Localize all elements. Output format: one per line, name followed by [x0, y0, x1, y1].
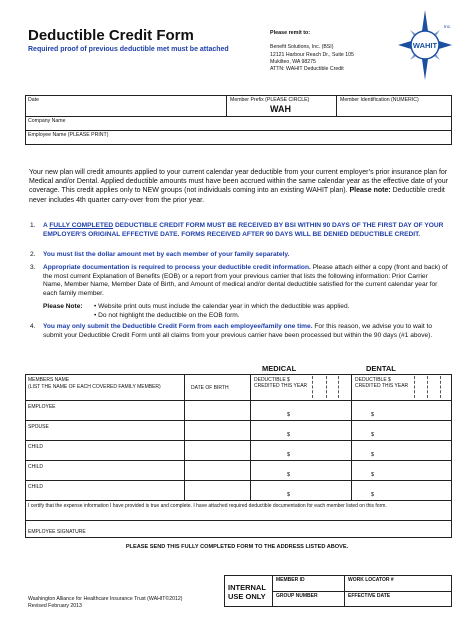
- remit-label: Please remit to:: [270, 30, 311, 36]
- internal-use-label: INTERNAL USE ONLY: [228, 583, 266, 601]
- remit-line: ATTN: WAHIT Deductible Credit: [270, 66, 344, 73]
- medical-deductible-header: DEDUCTIBLE $ CREDITED THIS YEAR: [254, 377, 308, 389]
- logo-text: WAHIT: [412, 41, 438, 50]
- internal-group-number: GROUP NUMBER: [276, 593, 318, 599]
- medical-header: MEDICAL: [262, 364, 297, 373]
- wahit-logo: [396, 8, 454, 82]
- note-bullet-1: • Website print outs must include the calendar year in which the deductible was applied.: [94, 303, 350, 310]
- medical-dollar-cell[interactable]: $: [287, 472, 291, 478]
- certification-text: I certify that the expense information I have provided is true and complete. I have attached required deductible documentation for each member listed on this form.: [28, 503, 387, 509]
- employee-signature-field[interactable]: EMPLOYEE SIGNATURE: [28, 529, 86, 535]
- item-1: A FULLY COMPLETED DEDUCTIBLE CREDIT FORM MUST BE RECEIVED BY BSI WITHIN 90 DAYS OF THE FIRST DAY OF YOUR EMPLOYER’S ORIGINAL EFFECTIVE DATE. FORMS RECEIVED AFTER 90 DAYS WILL BE DENIED DEDUCTIBLE CREDIT.: [43, 222, 444, 238]
- logo-small-text: Inc.: [444, 24, 452, 29]
- item-2: You must list the dollar amount met by each member of your family separately.: [43, 251, 290, 258]
- revised-date: Revised February 2013: [28, 603, 82, 609]
- remit-address: [270, 30, 354, 73]
- item-4-rest: For this reason, we advise you to wait to submit your Deductible Credit Form until all claims from your previous carrier have been processed but within the 90 days (#1 above).: [43, 323, 433, 339]
- medical-dollar-cell[interactable]: $: [287, 492, 291, 498]
- send-instructions: PLEASE SEND THIS FULLY COMPLETED FORM TO THE ADDRESS LISTED ABOVE.: [125, 544, 349, 550]
- members-name-subheader: (LIST THE NAME OF EACH COVERED FAMILY MEMBER): [28, 384, 161, 390]
- internal-effective-date: EFFECTIVE DATE: [348, 593, 391, 599]
- dental-deductible-header: DEDUCTIBLE $ CREDITED THIS YEAR: [355, 377, 409, 389]
- member-id-field[interactable]: Member Identification (NUMERIC): [340, 97, 419, 103]
- internal-member-id: MEMBER ID: [276, 577, 305, 583]
- members-name-header: MEMBERS NAME: [28, 377, 70, 383]
- item-4-bold: You may only submit the Deductible Credit Form from each employee/family one time.: [43, 323, 313, 330]
- deductible-table: [25, 374, 452, 538]
- date-field[interactable]: Date: [28, 97, 39, 103]
- row-label-child: CHILD: [28, 464, 44, 470]
- dental-dollar-cell[interactable]: $: [371, 412, 375, 418]
- medical-dollar-cell[interactable]: $: [287, 432, 291, 438]
- medical-dollar-cell[interactable]: $: [287, 452, 291, 458]
- fully-completed-text: FULLY COMPLETED: [49, 222, 114, 229]
- intro-paragraph: [29, 168, 449, 205]
- row-label-spouse: SPOUSE: [28, 424, 49, 430]
- employee-name-field[interactable]: Employee Name (PLEASE PRINT): [28, 132, 109, 138]
- intro-note-text: Deductible credit never includes 4th quarter carry-over from the prior year.: [29, 187, 445, 204]
- medical-dollar-cell[interactable]: $: [287, 412, 291, 418]
- remit-line: Mukilteo, WA 98275: [270, 58, 316, 65]
- remit-line: Benefit Solutions, Inc. (BSI): [270, 44, 334, 51]
- company-name-field[interactable]: Company Name: [28, 118, 66, 124]
- row-label-child: CHILD: [28, 444, 44, 450]
- member-prefix-value[interactable]: WAH: [270, 104, 291, 114]
- form-subtitle: Required proof of previous deductible met must be attached: [28, 46, 229, 53]
- dental-dollar-cell[interactable]: $: [371, 472, 375, 478]
- dob-header: DATE OF BIRTH: [191, 385, 229, 391]
- dental-dollar-cell[interactable]: $: [371, 452, 375, 458]
- note-bullet-2: • Do not highlight the deductible on the EOB form.: [94, 312, 240, 319]
- dental-dollar-cell[interactable]: $: [371, 492, 375, 498]
- item-number: 3.: [30, 264, 36, 271]
- item-3-bold: Appropriate documentation is required to process your deductible credit information.: [43, 264, 311, 271]
- item-3: [43, 264, 448, 298]
- item-3-rest: Please attach either a copy (front and back) of the most current Explanation of Benefits (EOB) or a report from your previous carrier that lists the following information: Prior Carrier Name, Member Name, Member Date of Birth, and Amount of medical and/or dental deductible satisfied for the current calendar year for each family member.: [43, 264, 448, 297]
- item-4: [43, 323, 448, 340]
- row-label-employee: EMPLOYEE: [28, 404, 56, 410]
- member-prefix-label: Member Prefix (PLEASE CIRCLE): [230, 97, 310, 103]
- intro-text: Your new plan will credit amounts applied to your current calendar year deductible from your current employer’s prior insurance plan for Medical and/or Dental. Applied deductible amounts must have been accrued within the same calendar year as the effective date of your coverage. This credit applies only to NEW groups (not individuals coming into an existing WAHIT plan).: [29, 169, 448, 195]
- internal-work-locator: WORK LOCATOR #: [348, 577, 394, 583]
- item-number: 4.: [30, 323, 36, 330]
- row-label-child: CHILD: [28, 484, 44, 490]
- org-name: Washington Alliance for Healthcare Insurance Trust (WAHIT©2012): [28, 596, 183, 602]
- remit-line: 12121 Harbour Reach Dr., Suite 105: [270, 51, 354, 58]
- item-number: 1.: [30, 222, 36, 229]
- dental-dollar-cell[interactable]: $: [371, 432, 375, 438]
- intro-note-label: Please note:: [349, 187, 391, 195]
- form-title: Deductible Credit Form: [28, 27, 194, 44]
- item-number: 2.: [30, 251, 36, 258]
- please-note-label: Please Note:: [43, 303, 83, 310]
- dental-header: DENTAL: [366, 364, 396, 373]
